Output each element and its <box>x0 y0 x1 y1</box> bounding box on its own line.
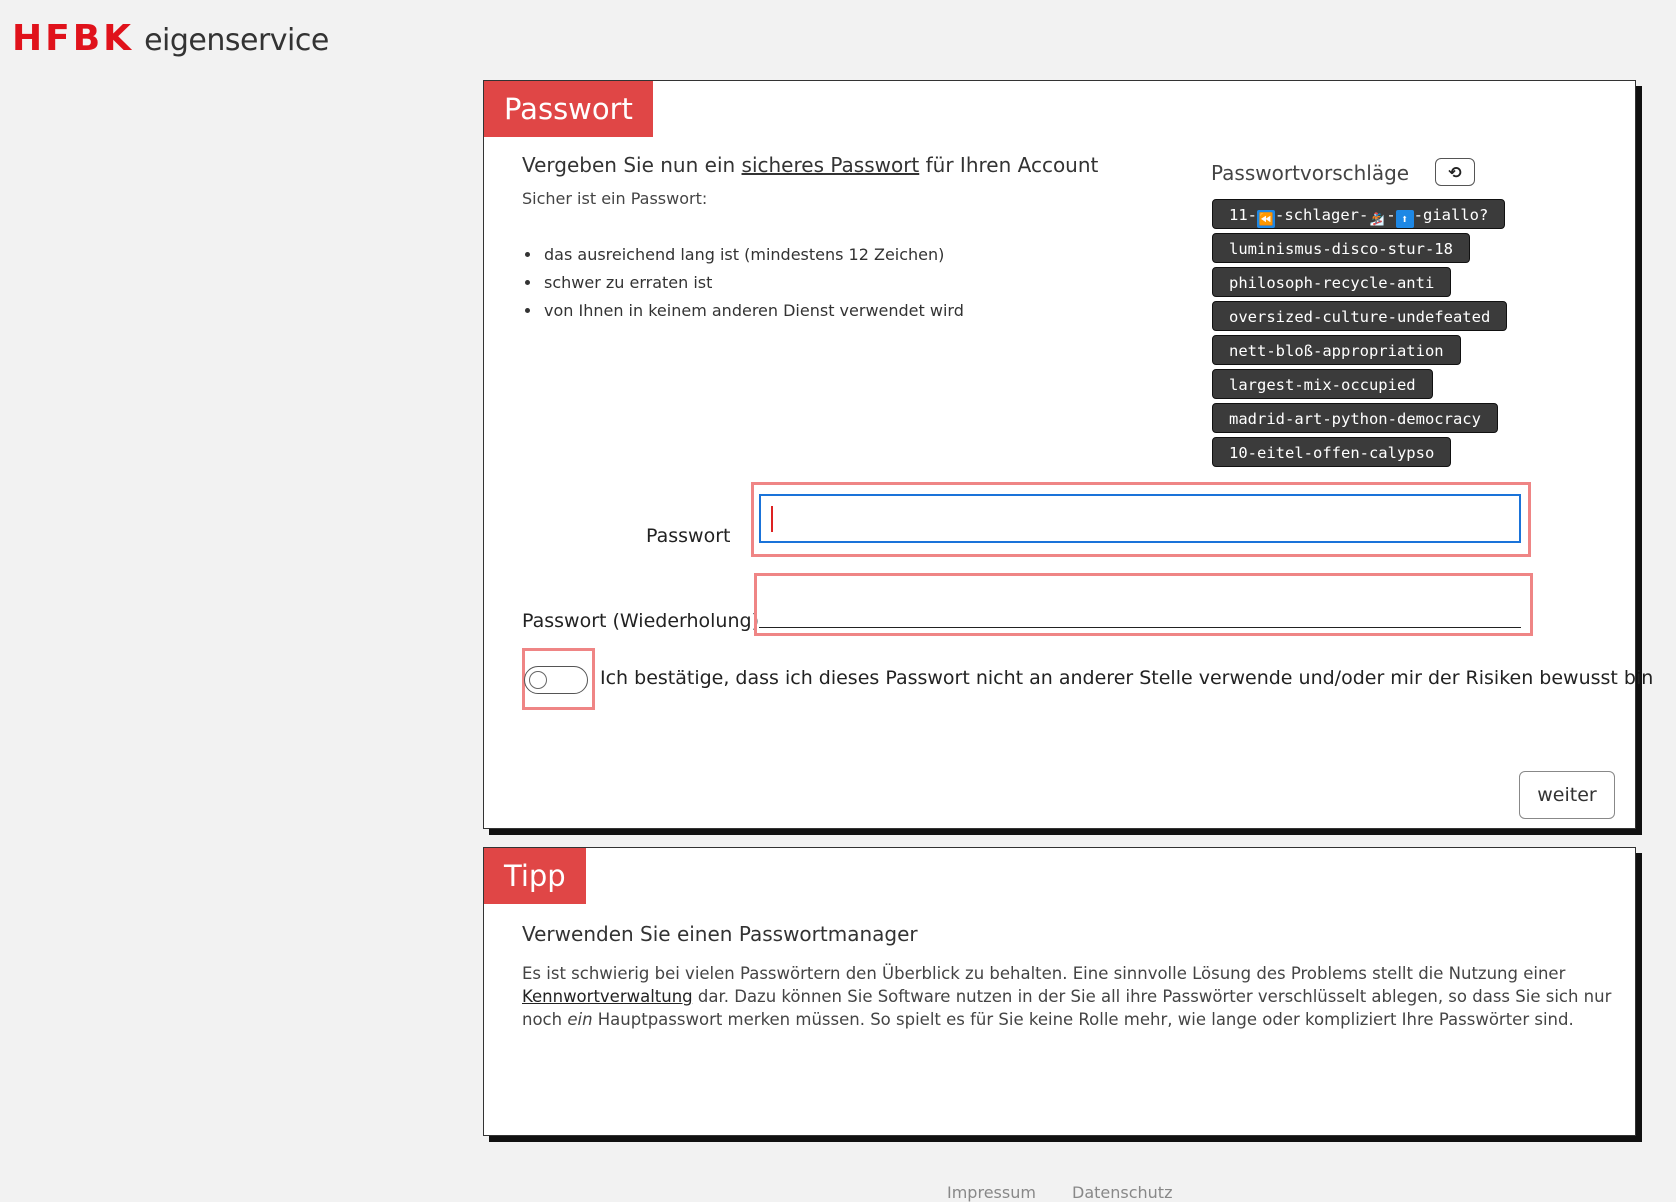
tip-text-part: Hauptpasswort merken müssen. So spielt es für Sie keine Rolle mehr, wie lange oder kompliziert Ihre Passwörter sind. <box>592 1010 1574 1029</box>
brand-name: eigenservice <box>144 23 329 58</box>
suggestion-pill[interactable]: largest-mix-occupied <box>1212 369 1433 399</box>
tip-text-part: Es ist schwierig bei vielen Passwörtern den Überblick zu behalten. Eine sinnvolle Lösung des Problems stellt die Nutzung einer <box>522 964 1566 983</box>
text-caret <box>771 506 773 532</box>
password-criteria-list <box>522 241 964 325</box>
tip-heading: Verwenden Sie einen Passwortmanager <box>522 922 918 946</box>
tip-card-tag: Tipp <box>484 848 586 904</box>
secure-password-link[interactable]: sicheres Passwort <box>741 153 920 177</box>
criteria-item: • das ausreichend lang ist (mindestens 12 Zeichen) <box>542 241 964 269</box>
brand-mark: HFBK <box>12 18 135 59</box>
suggestion-pill[interactable]: 10-eitel-offen-calypso <box>1212 437 1451 467</box>
password-repeat-label: Passwort (Wiederholung) <box>522 610 759 632</box>
suggestions-list <box>1212 199 1507 471</box>
password-repeat-input[interactable] <box>759 581 1521 628</box>
suggestion-pill[interactable] <box>1212 199 1505 229</box>
toggle-knob <box>529 671 547 689</box>
password-label: Passwort <box>646 525 731 547</box>
criteria-item: • schwer zu erraten ist <box>542 269 964 297</box>
criteria-item: • von Ihnen in keinem anderen Dienst verwendet wird <box>542 297 964 325</box>
datenschutz-link[interactable]: Datenschutz <box>1072 1183 1173 1202</box>
confirm-toggle[interactable] <box>524 666 588 694</box>
pill-text: -giallo? <box>1413 206 1489 224</box>
brand-logo[interactable] <box>12 18 329 59</box>
heading-text-end: für Ihren Account <box>919 153 1099 177</box>
refresh-suggestions-button[interactable] <box>1435 158 1475 186</box>
rewind-emoji-icon: ⏪ <box>1258 212 1274 226</box>
tip-card <box>483 847 1636 1136</box>
password-intro: Sicher ist ein Passwort: <box>522 189 708 208</box>
tip-text-part: dar. Dazu können Sie Software nutzen in der Sie all ihre Passwörter verschlüsselt ablegen, so dass Sie sich nur noch <box>522 987 1612 1029</box>
password-heading <box>522 153 1098 177</box>
pill-text: -schlager- <box>1275 206 1369 224</box>
tip-emphasis: ein <box>567 1010 593 1029</box>
tip-text <box>522 962 1612 1031</box>
snowboarder-emoji-icon: 🏂 <box>1369 212 1385 226</box>
next-button[interactable]: weiter <box>1519 771 1615 819</box>
password-manager-link[interactable]: Kennwortverwaltung <box>522 987 693 1006</box>
pill-text: - <box>1386 206 1396 224</box>
pill-text: 11- <box>1229 206 1257 224</box>
heading-text: Vergeben Sie nun ein <box>522 153 742 177</box>
up-arrow-emoji-icon: ⬆ <box>1396 210 1414 228</box>
suggestion-pill[interactable]: nett-bloß-appropriation <box>1212 335 1461 365</box>
impressum-link[interactable]: Impressum <box>947 1183 1036 1202</box>
password-card-tag: Passwort <box>484 81 653 137</box>
suggestion-pill[interactable]: oversized-culture-undefeated <box>1212 301 1507 331</box>
suggestion-pill[interactable]: philosoph-recycle-anti <box>1212 267 1451 297</box>
suggestion-pill[interactable]: luminismus-disco-stur-18 <box>1212 233 1470 263</box>
suggestions-title: Passwortvorschläge <box>1211 161 1410 185</box>
confirm-label[interactable]: Ich bestätige, dass ich dieses Passwort nicht an anderer Stelle verwende und/oder mir der Risiken bewusst bin <box>600 667 1654 689</box>
refresh-icon: ⟲ <box>1448 163 1462 182</box>
password-card <box>483 80 1654 829</box>
password-input[interactable] <box>759 494 1521 543</box>
suggestion-pill[interactable]: madrid-art-python-democracy <box>1212 403 1498 433</box>
